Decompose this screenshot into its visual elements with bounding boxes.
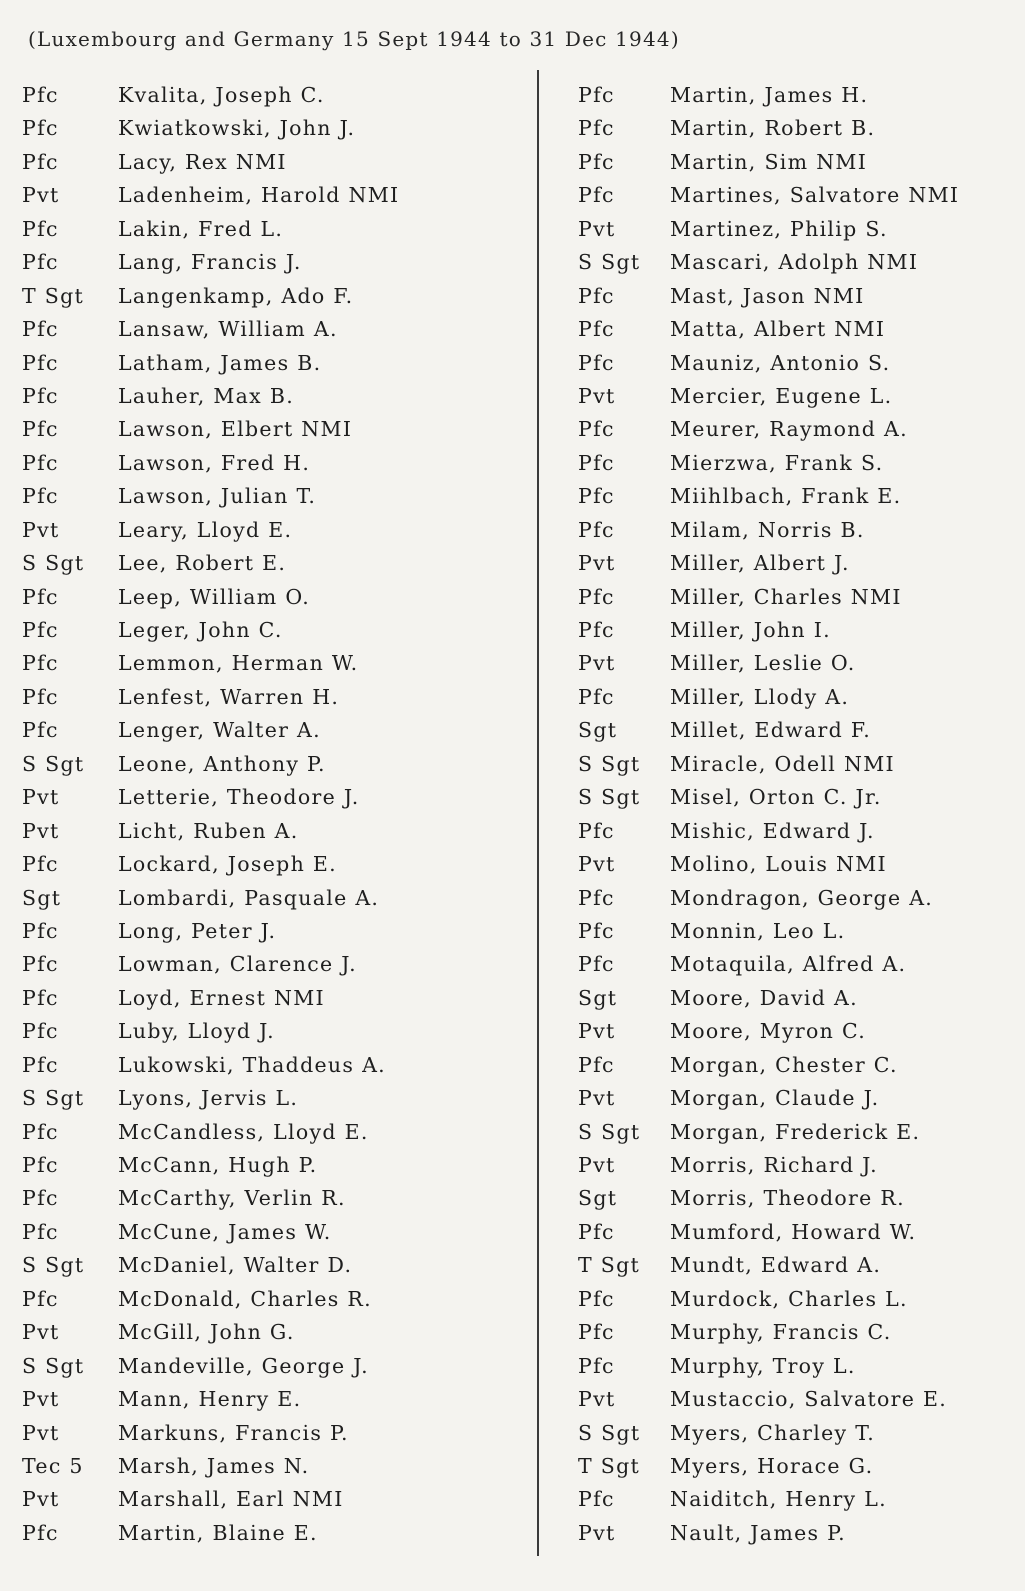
roster-entry [22, 1182, 522, 1215]
rank-label: Pfc [22, 83, 59, 107]
soldier-name: Murdock, Charles L. [670, 1286, 908, 1311]
roster-entry [22, 1383, 522, 1416]
soldier-name: Miihlbach, Frank E. [670, 484, 902, 509]
soldier-name: Meurer, Raymond A. [670, 417, 908, 442]
rank-label: Pfc [22, 985, 59, 1010]
rank-label: Pfc [22, 1520, 59, 1545]
rank-label: Pvt [578, 1019, 616, 1044]
roster-entry [578, 1082, 1018, 1115]
soldier-name: Monnin, Leo L. [670, 918, 846, 943]
rank-label: Pfc [578, 618, 615, 642]
roster-entry [578, 1350, 1018, 1383]
roster-entry [22, 1082, 522, 1115]
rank-label: Pvt [22, 1420, 60, 1445]
rank-label: Sgt [22, 885, 62, 910]
roster-entry [578, 313, 1018, 346]
rank-label: Pvt [578, 852, 616, 877]
rank-label: S Sgt [578, 1420, 641, 1445]
rank-label: Pfc [578, 1320, 615, 1345]
soldier-name: Moore, Myron C. [670, 1019, 867, 1044]
rank-label: Pvt [22, 1487, 60, 1512]
soldier-name: McCune, James W. [118, 1219, 332, 1244]
roster-entry [22, 647, 522, 680]
roster-entry [578, 413, 1018, 446]
roster-entry [578, 447, 1018, 480]
rank-label: Pvt [22, 785, 60, 810]
rank-label: Pfc [22, 1186, 59, 1211]
rank-label: Pfc [22, 952, 59, 977]
roster-entry [578, 1417, 1018, 1450]
rank-label: Pfc [22, 1286, 59, 1311]
soldier-name: Misel, Orton C. Jr. [670, 785, 882, 810]
rank-label: Pfc [578, 584, 615, 609]
roster-entry [578, 714, 1018, 747]
soldier-name: Lauher, Max B. [118, 383, 295, 408]
soldier-name: Morris, Richard J. [670, 1153, 878, 1177]
roster-entry [22, 748, 522, 781]
rank-label: Pfc [22, 1119, 59, 1144]
rank-label: Pvt [22, 517, 60, 542]
roster-entry [578, 815, 1018, 848]
soldier-name: Morgan, Chester C. [670, 1052, 898, 1077]
roster-entry [22, 280, 522, 313]
rank-label: Pfc [22, 718, 59, 743]
soldier-name: Mercier, Eugene L. [670, 383, 893, 408]
rank-label: Pfc [22, 383, 59, 408]
rank-label: Pvt [578, 1086, 616, 1111]
roster-entry [578, 1283, 1018, 1316]
roster-entry [22, 1015, 522, 1048]
soldier-name: Morgan, Claude J. [670, 1086, 880, 1111]
roster-entry [22, 1216, 522, 1249]
roster-entry [22, 1517, 522, 1550]
soldier-name: Murphy, Francis C. [670, 1320, 892, 1345]
roster-entry [578, 915, 1018, 948]
rank-label: T Sgt [22, 283, 85, 308]
rank-label: Pfc [22, 350, 59, 375]
rank-label: Pfc [22, 651, 59, 676]
roster-entry [578, 1149, 1018, 1182]
soldier-name: Mast, Jason NMI [670, 283, 865, 308]
rank-label: Tec 5 [22, 1453, 84, 1478]
soldier-name: Murphy, Troy L. [670, 1353, 856, 1378]
roster-entry [22, 815, 522, 848]
soldier-name: Mondragon, George A. [670, 885, 934, 910]
rank-label: Pfc [578, 116, 615, 141]
rank-label: Pfc [578, 684, 615, 709]
roster-entry [22, 413, 522, 446]
roster-entry [578, 480, 1018, 513]
rank-label: Pfc [22, 684, 59, 709]
soldier-name: Morris, Theodore R. [670, 1186, 905, 1211]
rank-label: Pfc [22, 1219, 59, 1244]
soldier-name: Lansaw, William A. [118, 317, 338, 342]
roster-entry [578, 1182, 1018, 1215]
page-title: (Luxembourg and Germany 15 Sept 1944 to 31 Dec 1944) [28, 27, 680, 51]
roster-entry [22, 1249, 522, 1282]
rank-label: Pfc [22, 918, 59, 943]
rank-label: S Sgt [578, 1119, 641, 1144]
soldier-name: Mann, Henry E. [118, 1387, 302, 1412]
soldier-name: McCandless, Lloyd E. [118, 1119, 369, 1144]
soldier-name: Lawson, Julian T. [118, 484, 317, 509]
roster-entry [22, 714, 522, 747]
rank-label: Pfc [22, 450, 59, 475]
roster-entry [578, 112, 1018, 145]
rank-label: Pfc [578, 317, 615, 342]
soldier-name: Miller, John I. [670, 618, 831, 642]
rank-label: Sgt [578, 1186, 618, 1211]
roster-entry [578, 781, 1018, 814]
rank-label: Pfc [578, 283, 615, 308]
column-divider [537, 70, 539, 1556]
roster-entry [22, 781, 522, 814]
rank-label: Pfc [578, 417, 615, 442]
rank-label: Pfc [22, 852, 59, 877]
soldier-name: Mierzwa, Frank S. [670, 450, 884, 475]
roster-entry [22, 79, 522, 112]
rank-label: Pvt [22, 1387, 60, 1412]
soldier-name: Kvalita, Joseph C. [118, 83, 325, 107]
roster-entry [22, 1116, 522, 1149]
rank-label: Pfc [578, 350, 615, 375]
rank-label: S Sgt [578, 250, 641, 275]
soldier-name: Leary, Lloyd E. [118, 517, 293, 542]
rank-label: Pfc [578, 183, 615, 208]
rank-label: Pfc [578, 1052, 615, 1077]
rank-label: Pfc [578, 1219, 615, 1244]
roster-entry [22, 1483, 522, 1516]
roster-entry [578, 213, 1018, 246]
roster-entry [22, 380, 522, 413]
soldier-name: Motaquila, Alfred A. [670, 952, 907, 977]
soldier-name: Martin, Blaine E. [118, 1520, 318, 1545]
roster-entry [578, 1316, 1018, 1349]
soldier-name: Miller, Llody A. [670, 684, 850, 709]
rank-label: S Sgt [578, 751, 641, 776]
rank-label: Pfc [22, 417, 59, 442]
soldier-name: Mandeville, George J. [118, 1353, 369, 1378]
roster-entry [22, 1450, 522, 1483]
roster-entry [578, 1049, 1018, 1082]
soldier-name: Lombardi, Pasquale A. [118, 885, 380, 910]
soldier-name: Martin, Sim NMI [670, 149, 868, 174]
roster-entry [22, 213, 522, 246]
roster-entry [22, 581, 522, 614]
soldier-name: Myers, Horace G. [670, 1453, 874, 1478]
rank-label: S Sgt [22, 551, 85, 576]
soldier-name: Lenger, Walter A. [118, 718, 321, 743]
rank-label: S Sgt [22, 1086, 85, 1111]
roster-column-left [22, 79, 522, 1550]
soldier-name: Mishic, Edward J. [670, 818, 875, 843]
soldier-name: Naiditch, Henry L. [670, 1487, 887, 1512]
soldier-name: McCarthy, Verlin R. [118, 1186, 346, 1211]
rank-label: Pvt [578, 651, 616, 676]
roster-entry [578, 748, 1018, 781]
roster-entry [22, 480, 522, 513]
roster-entry [22, 112, 522, 145]
rank-label: Pfc [578, 149, 615, 174]
rank-label: Pfc [22, 149, 59, 174]
roster-entry [22, 1417, 522, 1450]
roster-entry [578, 948, 1018, 981]
roster-entry [22, 347, 522, 380]
rank-label: Pvt [578, 1520, 616, 1545]
roster-entry [578, 1116, 1018, 1149]
soldier-name: McCann, Hugh P. [118, 1153, 318, 1177]
soldier-name: Marsh, James N. [118, 1453, 310, 1478]
soldier-name: Lemmon, Herman W. [118, 651, 359, 676]
soldier-name: Langenkamp, Ado F. [118, 283, 354, 308]
soldier-name: Mumford, Howard W. [670, 1219, 917, 1244]
soldier-name: Lawson, Elbert NMI [118, 417, 353, 442]
roster-entry [22, 848, 522, 881]
roster-entry [578, 681, 1018, 714]
soldier-name: Letterie, Theodore J. [118, 785, 360, 810]
roster-entry [22, 948, 522, 981]
roster-entry [22, 447, 522, 480]
soldier-name: Lee, Robert E. [118, 551, 287, 576]
roster-entry [578, 1216, 1018, 1249]
roster-entry [22, 915, 522, 948]
rank-label: S Sgt [22, 1353, 85, 1378]
rank-label: Pfc [22, 317, 59, 342]
roster-entry [578, 1517, 1018, 1550]
soldier-name: Leger, John C. [118, 618, 283, 642]
rank-label: Pfc [578, 1487, 615, 1512]
roster-entry [578, 581, 1018, 614]
soldier-name: Mustaccio, Salvatore E. [670, 1387, 948, 1412]
roster-entry [22, 614, 522, 647]
rank-label: Pfc [22, 484, 59, 509]
rank-label: Pfc [578, 818, 615, 843]
rank-label: Pfc [22, 1019, 59, 1044]
soldier-name: Ladenheim, Harold NMI [118, 183, 400, 208]
roster-entry [578, 1249, 1018, 1282]
soldier-name: Long, Peter J. [118, 918, 277, 943]
soldier-name: Leone, Anthony P. [118, 751, 326, 776]
rank-label: Pfc [22, 116, 59, 141]
roster-entry [578, 79, 1018, 112]
soldier-name: Kwiatkowski, John J. [118, 116, 356, 141]
soldier-name: Moore, David A. [670, 985, 858, 1010]
roster-entry [22, 514, 522, 547]
roster-column-right [578, 79, 1018, 1550]
rank-label: Pfc [578, 83, 615, 107]
soldier-name: Martinez, Philip S. [670, 216, 888, 241]
soldier-name: Lowman, Clarence J. [118, 952, 357, 977]
rank-label: Pfc [578, 885, 615, 910]
soldier-name: Luby, Lloyd J. [118, 1019, 275, 1044]
roster-entry [578, 882, 1018, 915]
rank-label: Pvt [578, 1387, 616, 1412]
rank-label: Pfc [22, 216, 59, 241]
rank-label: Pfc [22, 1153, 59, 1177]
soldier-name: Lukowski, Thaddeus A. [118, 1052, 386, 1077]
rank-label: Pvt [22, 1320, 60, 1345]
soldier-name: Mundt, Edward A. [670, 1253, 882, 1278]
roster-entry [578, 848, 1018, 881]
rank-label: Pfc [578, 484, 615, 509]
soldier-name: Lakin, Fred L. [118, 216, 284, 241]
roster-entry [22, 179, 522, 212]
rank-label: Pvt [578, 383, 616, 408]
soldier-name: Miracle, Odell NMI [670, 751, 895, 776]
soldier-name: Latham, James B. [118, 350, 322, 375]
roster-entry [578, 280, 1018, 313]
rank-label: S Sgt [22, 1253, 85, 1278]
soldier-name: Mascari, Adolph NMI [670, 250, 919, 275]
roster-entry [22, 1316, 522, 1349]
roster-entry [578, 347, 1018, 380]
soldier-name: Loyd, Ernest NMI [118, 985, 325, 1010]
roster-entry [22, 1283, 522, 1316]
rank-label: T Sgt [578, 1253, 641, 1278]
rank-label: S Sgt [22, 751, 85, 776]
rank-label: Pfc [578, 450, 615, 475]
soldier-name: Markuns, Francis P. [118, 1420, 349, 1445]
roster-entry [22, 1149, 522, 1182]
roster-entry [578, 1450, 1018, 1483]
soldier-name: Lacy, Rex NMI [118, 149, 287, 174]
roster-entry [578, 547, 1018, 580]
soldier-name: McGill, John G. [118, 1320, 295, 1345]
roster-entry [22, 882, 522, 915]
soldier-name: Milam, Norris B. [670, 517, 865, 542]
soldier-name: Myers, Charley T. [670, 1420, 876, 1445]
soldier-name: Mauniz, Antonio S. [670, 350, 891, 375]
rank-label: Sgt [578, 985, 618, 1010]
roster-entry [578, 179, 1018, 212]
rank-label: S Sgt [578, 785, 641, 810]
soldier-name: Millet, Edward F. [670, 718, 872, 743]
soldier-name: Leep, William O. [118, 584, 311, 609]
rank-label: Pfc [578, 517, 615, 542]
soldier-name: Nault, James P. [670, 1520, 846, 1545]
rank-label: Pfc [578, 1286, 615, 1311]
roster-entry [578, 146, 1018, 179]
soldier-name: Lang, Francis J. [118, 250, 302, 275]
rank-label: Pvt [578, 1153, 616, 1177]
rank-label: Pfc [22, 1052, 59, 1077]
roster-entry [22, 146, 522, 179]
rank-label: Pfc [578, 952, 615, 977]
roster-entry [578, 982, 1018, 1015]
rank-label: T Sgt [578, 1453, 641, 1478]
roster-entry [578, 514, 1018, 547]
roster-entry [22, 1350, 522, 1383]
roster-entry [22, 313, 522, 346]
soldier-name: Lawson, Fred H. [118, 450, 311, 475]
soldier-name: Martin, James H. [670, 83, 869, 107]
roster-entry [578, 1483, 1018, 1516]
soldier-name: Martin, Robert B. [670, 116, 876, 141]
roster-entry [578, 246, 1018, 279]
soldier-name: Martines, Salvatore NMI [670, 183, 960, 208]
soldier-name: McDaniel, Walter D. [118, 1253, 353, 1278]
roster-entry [22, 246, 522, 279]
soldier-name: Licht, Ruben A. [118, 818, 299, 843]
rank-label: Pvt [578, 216, 616, 241]
roster-entry [578, 647, 1018, 680]
rank-label: Pfc [22, 618, 59, 642]
roster-entry [578, 380, 1018, 413]
roster-entry [22, 982, 522, 1015]
rank-label: Pfc [22, 250, 59, 275]
soldier-name: Miller, Leslie O. [670, 651, 856, 676]
rank-label: Pfc [578, 918, 615, 943]
soldier-name: Morgan, Frederick E. [670, 1119, 921, 1144]
soldier-name: Marshall, Earl NMI [118, 1487, 344, 1512]
soldier-name: Lenfest, Warren H. [118, 684, 340, 709]
rank-label: Pfc [578, 1353, 615, 1378]
soldier-name: McDonald, Charles R. [118, 1286, 372, 1311]
soldier-name: Molino, Louis NMI [670, 852, 887, 877]
soldier-name: Matta, Albert NMI [670, 317, 886, 342]
rank-label: Pvt [578, 551, 616, 576]
soldier-name: Lockard, Joseph E. [118, 852, 337, 877]
rank-label: Sgt [578, 718, 618, 743]
roster-entry [578, 1015, 1018, 1048]
rank-label: Pfc [22, 584, 59, 609]
roster-entry [22, 681, 522, 714]
roster-entry [578, 1383, 1018, 1416]
roster-entry [22, 1049, 522, 1082]
soldier-name: Miller, Charles NMI [670, 584, 902, 609]
soldier-name: Miller, Albert J. [670, 551, 850, 576]
soldier-name: Lyons, Jervis L. [118, 1086, 299, 1111]
roster-entry [22, 547, 522, 580]
roster-entry [578, 614, 1018, 647]
rank-label: Pvt [22, 183, 60, 208]
rank-label: Pvt [22, 818, 60, 843]
